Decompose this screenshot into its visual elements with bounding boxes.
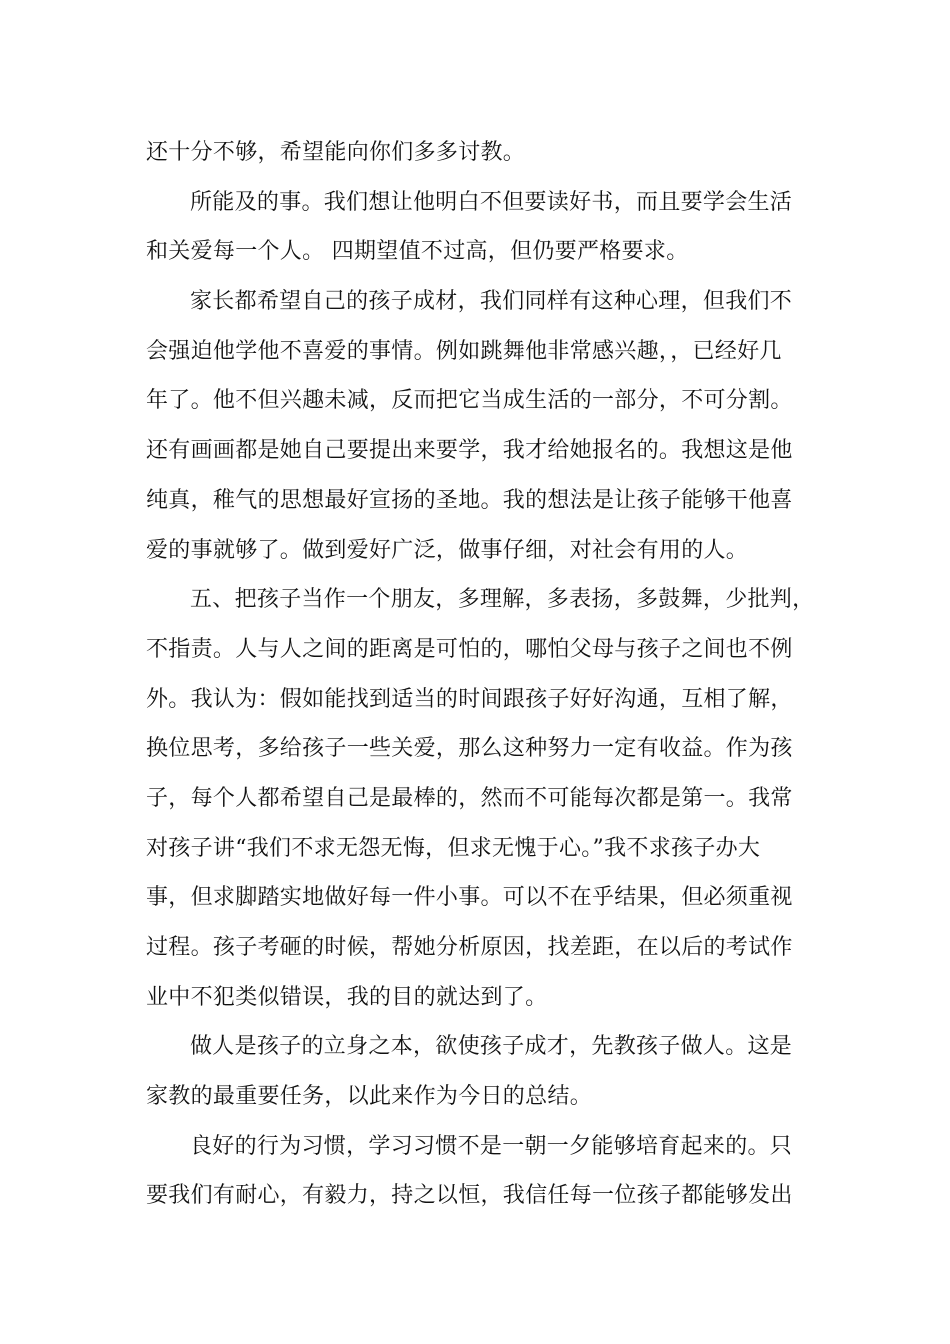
text-line: 五、把孩子当作一个朋友，多理解，多表扬，多鼓舞，少批判， xyxy=(190,587,815,613)
text-line: 过程。孩子考砸的时候，帮她分析原因，找差距，在以后的考试作 xyxy=(146,935,793,960)
text-line: 良好的行为习惯，学习习惯不是一朝一夕能够培育起来的。只 xyxy=(190,1133,793,1159)
text-line: 事，但求脚踏实地做好每一件小事。可以不在乎结果，但必须重视 xyxy=(146,885,793,911)
text-line: 会强迫他学他不喜爱的事情。例如跳舞他非常感兴趣，，已经好几 xyxy=(146,338,782,364)
text-line: 外。我认为：假如能找到适当的时间跟孩子好好沟通，互相了解， xyxy=(146,686,793,712)
text-line: 还十分不够，希望能向你们多多讨教。 xyxy=(146,140,526,165)
text-line: 要我们有耐心，有毅力，持之以恒，我信任每一位孩子都能够发出 xyxy=(146,1183,793,1209)
text-line: 对孩子讲“我们不求无怨无悔，但求无愧于心。”我不求孩子办大 xyxy=(146,835,761,861)
text-line: 子，每个人都希望自己是最棒的，然而不可能每次都是第一。我常 xyxy=(146,785,793,811)
text-line: 家教的最重要任务，以此来作为今日的总结。 xyxy=(146,1084,593,1110)
text-line: 和关爱每一个人。 四期望值不过高，但仍要严格要求。 xyxy=(146,239,689,265)
text-line: 年了。他不但兴趣未减，反而把它当成生活的一部分，不可分割。 xyxy=(146,388,793,414)
text-line: 做人是孩子的立身之本，欲使孩子成才，先教孩子做人。这是 xyxy=(190,1034,793,1060)
text-line: 所能及的事。我们想让他明白不但要读好书，而且要学会生活 xyxy=(190,189,793,215)
text-line: 还有画画都是她自己要提出来要学，我才给她报名的。我想这是他 xyxy=(146,438,793,464)
text-line: 不指责。人与人之间的距离是可怕的，哪怕父母与孩子之间也不例 xyxy=(146,636,793,662)
document-body xyxy=(146,128,815,1221)
text-line: 纯真，稚气的思想最好宣扬的圣地。我的想法是让孩子能够干他喜 xyxy=(146,487,793,513)
text-line: 业中不犯类似错误，我的目的就达到了。 xyxy=(146,984,548,1010)
text-line: 换位思考，多给孩子一些关爱，那么这种努力一定有收益。作为孩 xyxy=(146,736,793,762)
text-line: 家长都希望自己的孩子成材，我们同样有这种心理，但我们不 xyxy=(190,289,793,315)
text-line: 爱的事就够了。做到爱好广泛，做事仔细，对社会有用的人。 xyxy=(146,537,749,563)
